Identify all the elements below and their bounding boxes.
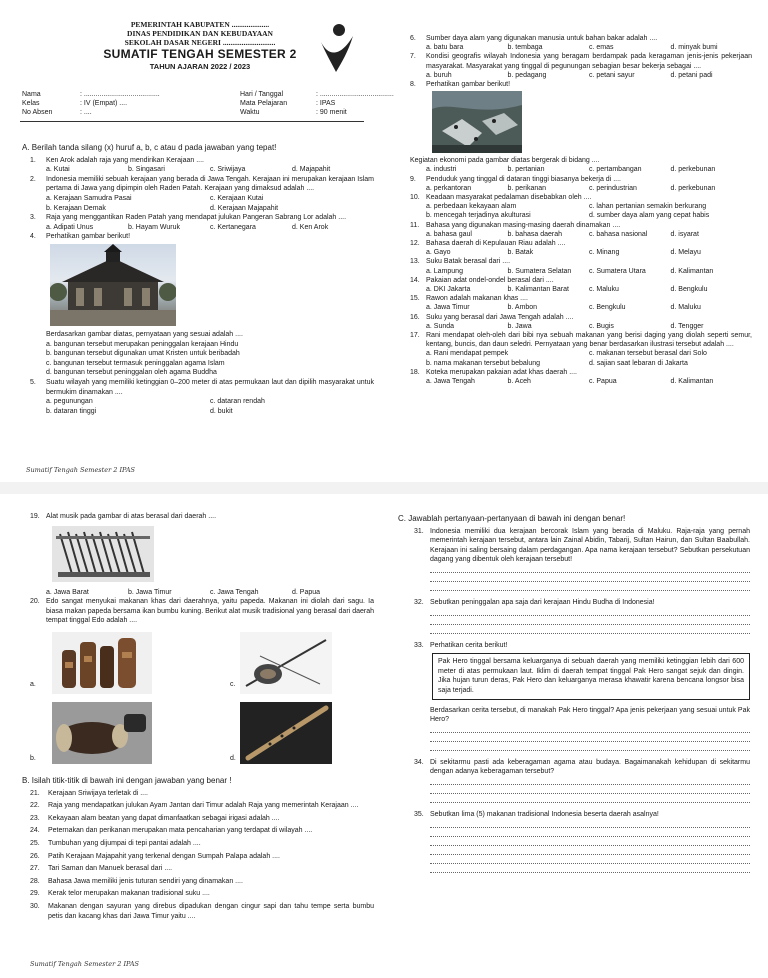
subject-label: Mata Pelajaran (240, 100, 288, 107)
option-d[interactable]: d. petani padi (670, 71, 713, 79)
q-number: 13. (410, 258, 420, 266)
answer-lines-33[interactable] (398, 725, 750, 751)
answer-lines-35[interactable] (398, 820, 750, 873)
option-c[interactable]: c. Bugis (589, 322, 614, 330)
q-number: 18. (410, 368, 420, 376)
q-number: 27. (30, 865, 40, 873)
story-box: Pak Hero tinggal bersama keluarganya di sebuah daerah yang memiliki ketinggian lebih dari 600 meter di atas permukaan laut. Iklim di daerah tempat tinggal Pak Hero sangat sejuk dan dingin. Jika hujan turun deras, Pak Hero dan keluarganya merasa khawatir karena bencana longsor bisa saja terjadi. (432, 653, 750, 699)
option-a[interactable]: a. Jawa Barat (46, 588, 89, 596)
option-b[interactable]: b. Ambon (507, 304, 538, 312)
q-number: 34. (414, 758, 424, 766)
option-c[interactable]: c. Maluku (589, 286, 619, 294)
option-a[interactable]: a. DKI Jakarta (426, 286, 471, 294)
question-8 (410, 80, 752, 175)
q-text: Suatu wilayah yang memiliki ketinggian 0–200 meter di atas permukaan laut dan dipilih masyarakat untuk bermukim dinamakan .... (46, 378, 374, 396)
option-d[interactable]: d. sajian saat lebaran di Jakarta (589, 359, 688, 367)
option-a[interactable]: a. Kutai (46, 166, 70, 174)
option-c[interactable]: c. emas (589, 44, 614, 52)
tifa-drum-illustration (52, 632, 152, 694)
section-b-title: B. Isilah titik-titik di bawah ini dengan jawaban yang benar ! (22, 775, 232, 785)
q-number: 22. (30, 802, 40, 810)
option-b[interactable]: b. Kerajaan Demak (46, 204, 106, 212)
question-17 (410, 331, 752, 368)
q-text[interactable]: Raja yang mendapatkan julukan Ayam Jantan dari Timur adalah Raja yang memerintah Kerajaan .... (48, 802, 359, 810)
mosque-illustration (50, 244, 176, 326)
option-a[interactable]: a. Adipati Unus (46, 223, 94, 231)
option-d[interactable]: d. Ken Arok (292, 223, 329, 231)
option-b[interactable]: b. pertanian (507, 166, 545, 174)
question-2 (22, 175, 374, 213)
q-text[interactable]: Peternakan dan perikanan merupakan mata pencaharian yang terdapat di wilayah .... (48, 827, 313, 835)
question-20 (30, 597, 374, 766)
option-a[interactable]: a. perbedaan kekayaan alam (426, 203, 517, 211)
option-b[interactable]: b. Singasari (128, 166, 165, 174)
option-b[interactable]: b. Kalimantan Barat (507, 286, 569, 294)
option-d[interactable]: d. Kalimantan (670, 267, 714, 275)
q-number: 19. (30, 513, 40, 520)
option-a[interactable]: a. buruh (426, 71, 452, 79)
q-text: Rawon adalah makanan khas .... (426, 295, 528, 303)
left-column-p2 (22, 512, 374, 924)
question-9 (410, 175, 752, 193)
option-d[interactable]: d. isyarat (670, 230, 699, 238)
header-line-1: PEMERINTAH KABUPATEN .................... (130, 20, 270, 29)
question-19 (30, 512, 374, 597)
question-12 (410, 239, 752, 257)
option-d[interactable]: d. Tengger (670, 322, 704, 330)
suling-illustration (240, 702, 332, 764)
option-d[interactable]: d. Kalimantan (670, 378, 714, 386)
mosque-photo (50, 244, 176, 326)
option-d[interactable]: d. Melayu (670, 249, 701, 257)
q-text[interactable]: Kekayaan alam beatan yang dapat dimanfaatkan sebagai irigasi adalah .... (48, 814, 280, 822)
question-11 (410, 221, 752, 239)
q-number: 10. (410, 194, 420, 202)
option-a-image[interactable] (52, 632, 152, 694)
q-number: 1. (30, 156, 36, 164)
option-d-image[interactable] (240, 702, 332, 764)
q-followup: Berdasarkan cerita tersebut, di manakah Pak Hero tinggal? Apa jenis pekerjaan yang sesuai untuk Pak Hero? (430, 706, 750, 724)
option-c[interactable]: c. makanan tersebut berasal dari Solo (589, 350, 707, 358)
q-number: 8. (410, 81, 416, 89)
page-separator (0, 482, 768, 494)
option-c[interactable]: c. Bengkulu (589, 304, 626, 312)
option-a[interactable]: a. industri (426, 166, 457, 174)
section-c-title: C. Jawablah pertanyaan-pertanyaan di bawah ini dengan benar! (398, 514, 626, 523)
option-a[interactable]: a. perkantoran (426, 184, 472, 192)
angklung-photo (52, 526, 154, 582)
q-number: 20. (30, 598, 40, 606)
question-13 (410, 257, 752, 275)
option-d[interactable]: d. bangunan tersebut peninggalan oleh agama Buddha (46, 369, 217, 377)
q-text: Sumber daya alam yang digunakan manusia untuk bahan bakar adalah .... (426, 35, 658, 42)
essay-item (30, 864, 374, 874)
q-text: Rani mendapat oleh-oleh dari bibi nya sebuah makanan yang berisi daging yang diolah seperti semur, kentang, buncis, dan daun seledri. Pernyataan yang benar berdasarkan ilustrasi tersebut adalah .... (426, 332, 752, 349)
q-number: 15. (410, 295, 420, 303)
option-c[interactable]: c. Kerajaan Kutai (210, 194, 264, 202)
option-a-label: a. (30, 680, 36, 688)
absen-label: No Absen (22, 109, 53, 116)
worksheet-page-1 (0, 0, 768, 480)
q-text[interactable]: Tari Saman dan Manuek berasal dari .... (48, 865, 173, 873)
q-text: Alat musik pada gambar di atas berasal dari daerah .... (46, 513, 217, 520)
name-label: Nama (22, 91, 41, 98)
option-b[interactable]: b. Sumatera Selatan (507, 267, 572, 275)
option-a[interactable]: a. Jawa Timur (426, 304, 470, 312)
question-15 (410, 294, 752, 312)
q-text[interactable]: Kerak telor merupakan makanan tradisional suku .... (48, 890, 210, 898)
option-a[interactable]: a. batu bara (426, 44, 464, 52)
q-text: Suku yang berasal dari Jawa Tengah adalah .... (426, 313, 574, 321)
essay-item (30, 789, 374, 799)
essay-item (30, 902, 374, 921)
option-c[interactable]: c. Jawa Tengah (210, 588, 259, 596)
option-b[interactable]: b. mencegah terjadinya akulturasi (426, 212, 531, 220)
q-number: 17. (410, 332, 420, 340)
option-a[interactable]: a. Kerajaan Samudra Pasai (46, 194, 132, 202)
q-number: 28. (30, 877, 40, 885)
q-text: Perhatikan gambar berikut! (46, 233, 131, 241)
option-b[interactable]: b. Jawa (507, 322, 532, 330)
rebab-illustration (240, 632, 332, 694)
left-column-p1 (22, 139, 374, 416)
q-text[interactable]: Kerajaan Sriwijaya terletak di .... (48, 789, 148, 797)
q-number: 29. (30, 890, 40, 898)
q-number: 24. (30, 827, 40, 835)
q-number: 9. (410, 175, 416, 183)
question-14 (410, 276, 752, 294)
q-text: Di sekitarmu pasti ada keberagaman agama atau budaya. Bagaimanakah kehidupan di sekitarmu dengan adanya keberagaman tersebut? (430, 758, 750, 776)
q-text: Koteka merupakan pakaian adat khas daerah .... (426, 368, 577, 376)
option-b[interactable]: b. bangunan tersebut digunakan umat Kristen untuk beribadah (46, 350, 240, 358)
q-number: 7. (410, 53, 416, 61)
kendang-illustration (52, 702, 152, 764)
option-b[interactable]: b. bahasa daerah (507, 230, 562, 238)
right-column-p2 (398, 510, 750, 874)
option-c[interactable]: c. Papua (589, 378, 617, 386)
q-number: 14. (410, 276, 420, 284)
q-number: 6. (410, 35, 416, 42)
q-text: Penduduk yang tinggal di dataran tinggi biasanya bekerja di .... (426, 175, 621, 183)
q-number: 21. (30, 789, 40, 797)
q-text[interactable]: Tumbuhan yang dijumpai di tepi pantai adalah .... (48, 839, 201, 847)
option-b[interactable]: b. dataran tinggi (46, 407, 97, 415)
question-7 (410, 52, 752, 80)
answer-lines-32[interactable] (398, 608, 750, 634)
q-number: 3. (30, 214, 36, 222)
q-number: 16. (410, 313, 420, 321)
question-32 (398, 598, 750, 634)
class-value: : IV (Empat) .... (80, 100, 128, 107)
option-a[interactable]: a. Gayo (426, 249, 451, 257)
section-a-title: A. Berilah tanda silang (x) huruf a, b, c atau d pada jawaban yang tepat! (22, 143, 277, 152)
option-d[interactable]: d. minyak bumi (670, 44, 718, 52)
q-number: 31. (414, 527, 424, 535)
question-33 (398, 641, 750, 751)
time-label: Waktu (240, 109, 260, 116)
absen-field[interactable]: : .... (80, 109, 92, 116)
instrument-options (30, 630, 374, 766)
page-footer-1: Sumatif Tengah Semester 2 IPAS (26, 466, 135, 474)
q-text: Raja yang menggantikan Raden Patah yang mendapat julukan Pangeran Sabrang Lor adalah .... (46, 214, 347, 222)
option-d[interactable]: d. Kerajaan Majapahit (210, 204, 279, 212)
option-c[interactable]: c. dataran rendah (210, 398, 265, 406)
q-number: 12. (410, 240, 420, 248)
q-text: Keadaan masyarakat pedalaman disebabkan oleh .... (426, 194, 592, 202)
q-text: Sebutkan peninggalan apa saja dari kerajaan Hindu Budha di Indonesia! (430, 598, 655, 606)
page-footer-2: Sumatif Tengah Semester 2 IPAS (30, 960, 139, 968)
answer-lines-34[interactable] (398, 777, 750, 803)
header-line-3: SEKOLAH DASAR NEGERI ............................ (124, 38, 276, 47)
option-d[interactable]: d. Majapahit (292, 166, 331, 174)
option-c[interactable]: c. bahasa nasional (589, 230, 648, 238)
q-number: 30. (30, 902, 40, 910)
option-a[interactable]: a. Rani mendapat pempek (426, 350, 509, 358)
q-text: Edo sangat menyukai makanan khas dari daerahnya, yaitu papeda. Makanan ini diolah dari sagu. Ia biasa makan papeda bersama ikan bumbu kuning. Berikut alat musik tradisional yang berasal dari daerah tempat tinggal Edo adalah .... (46, 598, 374, 625)
option-d[interactable]: d. sumber daya alam yang cepat habis (589, 212, 710, 220)
option-c[interactable]: c. petani sayur (589, 71, 635, 79)
option-b[interactable]: b. Batak (507, 249, 534, 257)
question-34 (398, 758, 750, 803)
option-c[interactable]: c. Kertanegara (210, 223, 256, 231)
q-number: 2. (30, 175, 36, 183)
option-c[interactable]: c. Sriwijaya (210, 166, 246, 174)
q-text[interactable]: Patih Kerajaan Majapahit yang terkenal dengan Sumpah Palapa adalah .... (48, 852, 280, 860)
answer-lines-31[interactable] (398, 565, 750, 591)
essay-item (30, 877, 374, 887)
option-c[interactable]: c. perindustrian (589, 184, 637, 192)
q-number: 26. (30, 852, 40, 860)
q-text[interactable]: Makanan dengan sayuran yang direbus dipadukan dengan cingur sapi dan tahu tempe serta bumbu petis dan kacang khas dari Jawa Timur yaitu .... (48, 902, 374, 920)
q-number: 33. (414, 641, 424, 649)
school-logo-icon (318, 22, 356, 74)
option-c[interactable]: c. Sumatera Utara (589, 267, 646, 275)
option-a[interactable]: a. Lampung (426, 267, 463, 275)
question-4 (22, 232, 374, 378)
q-text: Sebutkan lima (5) makanan tradisional Indonesia beserta daerah asalnya! (430, 810, 659, 818)
option-b[interactable]: b. Hayam Wuruk (128, 223, 180, 231)
q-text: Suku Batak berasal dari .... (426, 258, 511, 266)
q-text[interactable]: Bahasa Jawa memiliki jenis tuturan sendiri yang dinamakan .... (48, 877, 243, 885)
option-c-image[interactable] (240, 632, 332, 694)
question-18 (410, 368, 752, 386)
q-number: 4. (30, 233, 36, 241)
q-number: 23. (30, 814, 40, 822)
question-10 (410, 193, 752, 221)
school-year: TAHUN AJARAN 2022 / 2023 (149, 62, 251, 71)
q-text: Ken Arok adalah raja yang mendirikan Kerajaan .... (46, 156, 204, 164)
question-16 (410, 313, 752, 331)
q-number: 11. (410, 221, 420, 229)
option-d-label: d. (230, 754, 236, 762)
q-text: Perhatikan cerita berikut! (430, 641, 508, 649)
option-d[interactable]: d. Bengkulu (670, 286, 708, 294)
subject-value: : IPAS (316, 100, 336, 107)
name-field[interactable]: : ....................................... (80, 91, 160, 98)
mining-photo (432, 91, 522, 153)
option-a[interactable]: a. Jawa Tengah (426, 378, 475, 386)
option-b-image[interactable] (52, 702, 152, 764)
option-b[interactable]: b. pedagang (507, 71, 547, 79)
question-5 (22, 378, 374, 416)
option-a[interactable]: a. bahasa gaul (426, 230, 472, 238)
q-number: 35. (414, 810, 424, 818)
date-label: Hari / Tanggal (240, 91, 284, 98)
q-text: Bahasa yang digunakan masing-masing daerah dinamakan .... (426, 221, 621, 229)
option-d[interactable]: d. bukit (210, 407, 233, 415)
q-text: Kondisi geografis wilayah Indonesia yang beragam berdampak pada keragaman jenis-jenis pekerjaan masyarakat. Masyarakat yang tinggal di pegunungan sebagian besar bekerja sebagai .... (426, 53, 752, 70)
q-text: Indonesia memiliki dua kerajaan bercorak Islam yang berada di Maluku. Raja-raja yang pernah memerintah kerajaan tersebut, antara lain Zainal Abidin, Tabarij, Sultan Hairun, dan Sultan Baabullah. Kerajaan ini saling bersaing dalam perdagangan. Apa nama kerajaan tersebut? Sebutkan persekutuan dagang yang dibentuk oleh kerajaan tersebut! (430, 527, 750, 564)
option-c[interactable]: c. bangunan tersebut termasuk peninggalan agama Islam (46, 359, 225, 367)
question-31 (398, 527, 750, 591)
q-text: Indonesia memiliki sebuah kerajaan yang berada di Jawa Tengah. Kerajaan ini merupakan kerajaan Islam pertama di Jawa yang dipimpin oleh Raden Patah. Kerajaan yang dimaksud adalah .... (46, 175, 374, 193)
exam-title: SUMATIF TENGAH SEMESTER 2 (103, 47, 297, 61)
question-3 (22, 213, 374, 232)
angklung-illustration (52, 526, 154, 582)
option-c[interactable]: c. Minang (589, 249, 620, 257)
essay-item (30, 801, 374, 811)
option-a[interactable]: a. Sunda (426, 322, 455, 330)
option-b[interactable]: b. nama makanan tersebut bebalung (426, 359, 541, 367)
q-text: Perhatikan gambar berikut! (426, 81, 511, 89)
worksheet-page-2 (0, 496, 768, 978)
right-column-p1 (410, 34, 752, 386)
q-number: 25. (30, 839, 40, 847)
q-number: 32. (414, 598, 424, 606)
option-c-label: c. (230, 680, 236, 688)
option-d[interactable]: d. perkebunan (670, 166, 716, 174)
option-a[interactable]: a. pegunungan (46, 398, 93, 406)
question-35 (398, 810, 750, 873)
option-b[interactable]: b. perikanan (507, 184, 547, 192)
option-d[interactable]: d. perkebunan (670, 184, 716, 192)
time-value: : 90 menit (316, 109, 347, 116)
date-field[interactable]: : ...................................... (316, 91, 394, 98)
q-text: Bahasa daerah di Kepulauan Riau adalah .... (426, 240, 566, 248)
option-d[interactable]: d. Maluku (670, 304, 701, 312)
option-d[interactable]: d. Papua (292, 588, 321, 596)
essay-item (30, 826, 374, 836)
essay-item (30, 814, 374, 824)
essay-item (30, 839, 374, 849)
option-b[interactable]: b. tembaga (507, 44, 543, 52)
class-label: Kelas (22, 100, 40, 107)
essay-item (30, 852, 374, 862)
school-header (90, 20, 310, 72)
essay-item (30, 889, 374, 899)
mining-illustration (432, 91, 522, 153)
header-line-2: DINAS PENDIDIKAN DAN KEBUDAYAAN (127, 29, 273, 38)
option-c[interactable]: c. pertambangan (589, 166, 642, 174)
question-1 (22, 156, 374, 175)
q-text: Pakaian adat ondel-ondel berasal dari .... (426, 276, 554, 284)
header-divider (20, 121, 364, 122)
option-c[interactable]: c. lahan pertanian semakin berkurang (589, 203, 707, 211)
option-a[interactable]: a. bangunan tersebut merupakan peninggalan kerajaan Hindu (46, 340, 239, 348)
option-b-label: b. (30, 754, 36, 762)
question-6 (410, 34, 752, 52)
option-b[interactable]: b. Aceh (507, 378, 531, 386)
q-followup: Kegiatan ekonomi pada gambar diatas bergerak di bidang .... (410, 157, 600, 165)
q-number: 5. (30, 378, 36, 386)
student-info (22, 90, 394, 117)
option-b[interactable]: b. Jawa Timur (128, 588, 172, 596)
q-followup: Berdasarkan gambar diatas, pernyataan yang sesuai adalah .... (46, 330, 243, 338)
section-b-list (30, 789, 374, 922)
